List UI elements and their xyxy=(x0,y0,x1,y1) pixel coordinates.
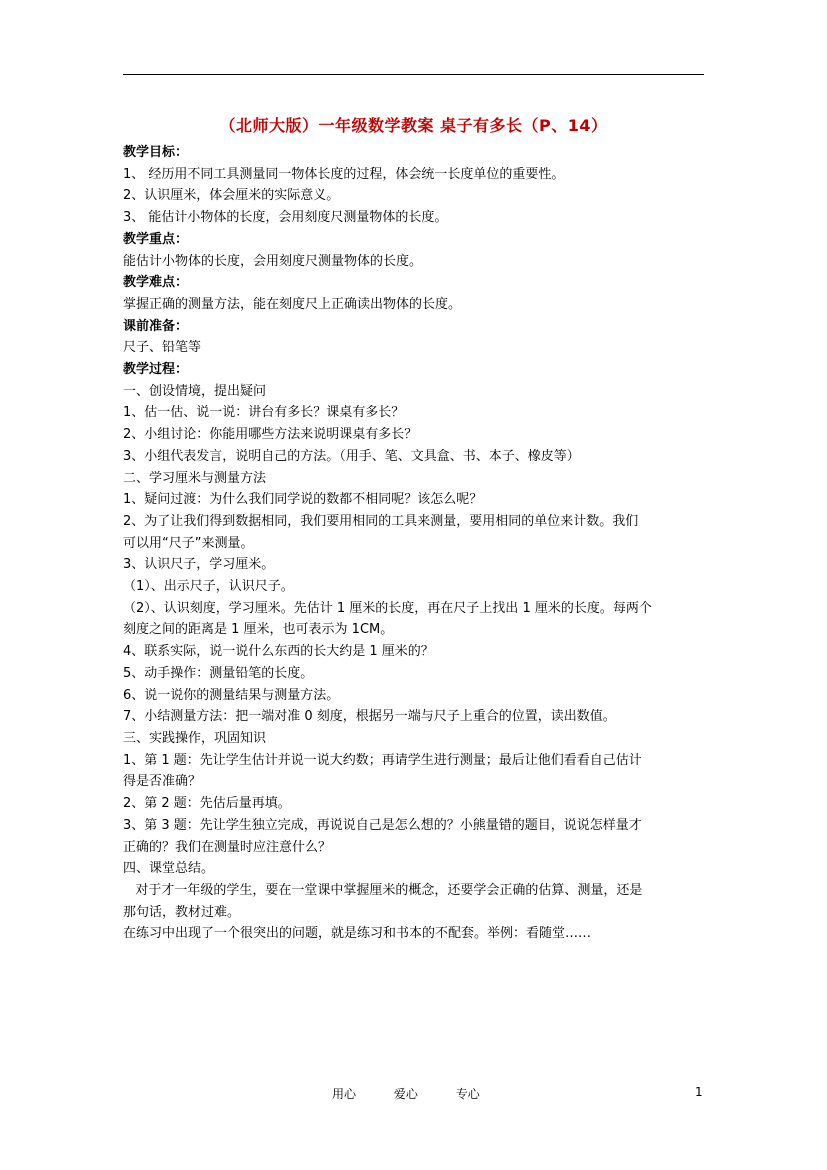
body-line: （2）、认识刻度，学习厘米。先估计 1 厘米的长度，再在尺子上找出 1 厘米的长度。每两个 xyxy=(123,600,652,616)
document-title: （北师大版）一年级数学教案 桌子有多长（P、14） xyxy=(219,116,608,135)
body-line: 可以用“尺子”来测量。 xyxy=(123,535,254,551)
footer-mottos xyxy=(332,1085,514,1102)
body-line: 1、第 1 题：先让学生估计并说一说大约数；再请学生进行测量；最后让他们看看自己估计 xyxy=(123,752,642,768)
body-line: 3、 能估计小物体的长度，会用刻度尺测量物体的长度。 xyxy=(123,210,448,226)
footer-motto: 专心 xyxy=(455,1087,480,1101)
body-line: 2、认识厘米，体会厘米的实际意义。 xyxy=(123,188,340,204)
body-line: 能估计小物体的长度，会用刻度尺测量物体的长度。 xyxy=(123,253,423,269)
body-line: 1、估一估、说一说：讲台有多长？课桌有多长？ xyxy=(123,405,405,421)
section-heading: 教学重点： xyxy=(123,231,189,247)
body-line: 3、认识尺子，学习厘米。 xyxy=(123,557,275,573)
body-line: 1、疑问过渡：为什么我们同学说的数都不相同呢？该怎么呢？ xyxy=(123,492,483,508)
body-line: 4、联系实际，说一说什么东西的长大约是 1 厘米的？ xyxy=(123,644,434,660)
section-heading: 教学过程： xyxy=(123,362,189,378)
footer-motto: 爱心 xyxy=(393,1087,418,1101)
body-line: 1、 经历用不同工具测量同一物体长度的过程，体会统一长度单位的重要性。 xyxy=(123,166,565,182)
body-line: 刻度之间的距离是 1 厘米，也可表示为 1CM。 xyxy=(123,622,394,638)
body-line: 5、动手操作：测量铅笔的长度。 xyxy=(123,665,314,681)
body-line: 得是否准确？ xyxy=(123,774,202,790)
body-line: 三、实践操作，巩固知识 xyxy=(123,730,267,746)
body-line: 尺子、铅笔等 xyxy=(123,340,202,356)
body-line: 正确的？我们在测量时应注意什么？ xyxy=(123,839,332,855)
body-line: 7、小结测量方法：把一端对准 0 刻度，根据另一端与尺子上重合的位置，读出数值。 xyxy=(123,709,616,725)
header-rule xyxy=(123,74,704,75)
body-line: 对于才一年级的学生，要在一堂课中掌握厘米的概念，还要学会正确的估算、测量，还是 xyxy=(123,882,643,898)
document-body xyxy=(123,142,715,945)
body-line: （1）、出示尺子，认识尺子。 xyxy=(123,579,294,595)
body-line: 3、小组代表发言，说明自己的方法。（用手、笔、文具盒、书、本子、橡皮等） xyxy=(123,448,580,464)
body-line: 掌握正确的测量方法，能在刻度尺上正确读出物体的长度。 xyxy=(123,296,462,312)
body-line: 一、创设情境，提出疑问 xyxy=(123,383,267,399)
section-heading: 教学目标： xyxy=(123,145,189,160)
section-heading: 教学难点： xyxy=(123,275,189,291)
body-line: 四、课堂总结。 xyxy=(123,861,215,877)
body-line: 2、小组讨论：你能用哪些方法来说明课桌有多长？ xyxy=(123,427,418,443)
page-number: 1 xyxy=(695,1085,703,1099)
body-line: 2、为了让我们得到数据相同，我们要用相同的工具来测量，要用相同的单位来计数。我们 xyxy=(123,513,639,529)
body-line: 6、说一说你的测量结果与测量方法。 xyxy=(123,687,340,703)
body-line: 那句话，教材过难。 xyxy=(123,904,241,920)
body-line: 在练习中出现了一个很突出的问题，就是练习和书本的不配套。举例：看随堂…… xyxy=(123,926,592,942)
footer-motto: 用心 xyxy=(332,1087,357,1101)
body-line: 二、学习厘米与测量方法 xyxy=(123,470,267,486)
body-line: 3、第 3 题：先让学生独立完成，再说说自己是怎么想的？小熊量错的题目，说说怎样量才 xyxy=(123,817,642,833)
section-heading: 课前准备： xyxy=(123,318,189,334)
body-line: 2、第 2 题：先估后量再填。 xyxy=(123,796,291,812)
